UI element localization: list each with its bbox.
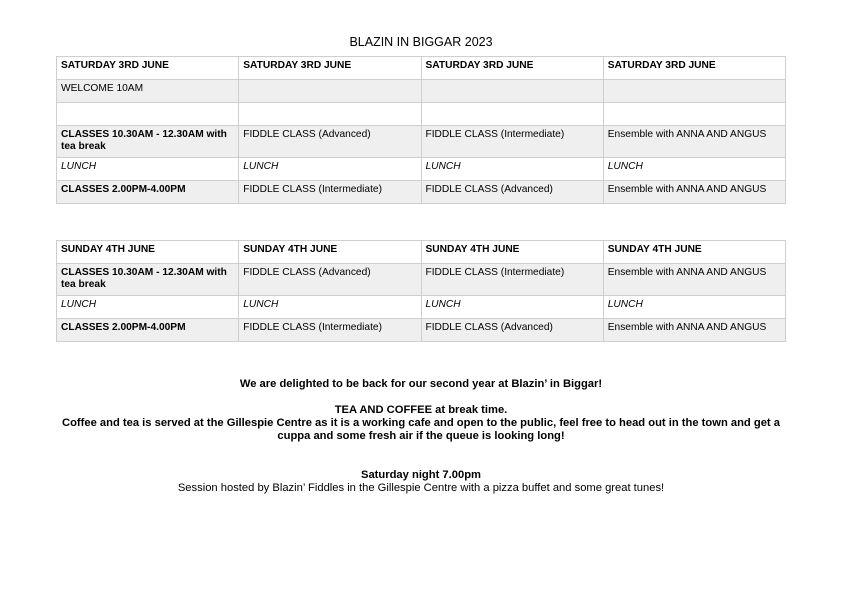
table-cell: LUNCH <box>603 158 785 181</box>
table-cell: FIDDLE CLASS (Intermediate) <box>239 319 421 342</box>
header-cell: SUNDAY 4TH JUNE <box>57 241 239 264</box>
table-cell <box>603 103 785 126</box>
table-cell: FIDDLE CLASS (Intermediate) <box>239 181 421 204</box>
table-cell: LUNCH <box>603 296 785 319</box>
table-row <box>57 296 786 319</box>
table-cell: Ensemble with ANNA AND ANGUS <box>603 181 785 204</box>
header-cell: SATURDAY 3RD JUNE <box>603 57 785 80</box>
table-header-row <box>57 241 786 264</box>
table-row <box>57 103 786 126</box>
table-cell: Ensemble with ANNA AND ANGUS <box>603 264 785 296</box>
table-cell: LUNCH <box>421 158 603 181</box>
table-row <box>57 319 786 342</box>
table-cell: LUNCH <box>57 158 239 181</box>
table-row <box>57 158 786 181</box>
sunday-schedule-table <box>56 240 786 342</box>
table-cell: LUNCH <box>239 158 421 181</box>
tea-heading: TEA AND COFFEE at break time. <box>334 404 508 416</box>
table-cell: CLASSES 10.30AM - 12.30AM with tea break <box>57 126 239 158</box>
table-cell: WELCOME 10AM <box>57 80 239 103</box>
table-cell: FIDDLE CLASS (Intermediate) <box>421 264 603 296</box>
table-cell: CLASSES 2.00PM-4.00PM <box>57 181 239 204</box>
table-cell: CLASSES 2.00PM-4.00PM <box>57 319 239 342</box>
table-cell: Ensemble with ANNA AND ANGUS <box>603 319 785 342</box>
header-cell: SUNDAY 4TH JUNE <box>603 241 785 264</box>
table-cell: LUNCH <box>57 296 239 319</box>
table-cell: FIDDLE CLASS (Advanced) <box>421 319 603 342</box>
table-cell <box>603 80 785 103</box>
header-cell: SUNDAY 4TH JUNE <box>421 241 603 264</box>
header-cell: SATURDAY 3RD JUNE <box>239 57 421 80</box>
page-title: BLAZIN IN BIGGAR 2023 <box>349 35 493 49</box>
header-cell: SATURDAY 3RD JUNE <box>57 57 239 80</box>
notes-section <box>56 378 786 495</box>
header-cell: SUNDAY 4TH JUNE <box>239 241 421 264</box>
table-cell <box>57 103 239 126</box>
table-cell: LUNCH <box>421 296 603 319</box>
session-heading: Saturday night 7.00pm <box>361 469 481 481</box>
table-row <box>57 181 786 204</box>
table-cell: FIDDLE CLASS (Advanced) <box>239 264 421 296</box>
saturday-schedule-table <box>56 56 786 204</box>
table-cell: FIDDLE CLASS (Intermediate) <box>421 126 603 158</box>
table-cell <box>421 80 603 103</box>
table-cell <box>239 80 421 103</box>
table-cell <box>239 103 421 126</box>
session-body: Session hosted by Blazin’ Fiddles in the Gillespie Centre with a pizza buffet and some great tunes! <box>177 482 665 494</box>
header-cell: SATURDAY 3RD JUNE <box>421 57 603 80</box>
welcome-message: We are delighted to be back for our second year at Blazin’ in Biggar! <box>239 378 603 390</box>
table-header-row <box>57 57 786 80</box>
table-cell: Ensemble with ANNA AND ANGUS <box>603 126 785 158</box>
table-cell: FIDDLE CLASS (Advanced) <box>421 181 603 204</box>
table-cell: FIDDLE CLASS (Advanced) <box>239 126 421 158</box>
table-row <box>57 80 786 103</box>
table-cell: LUNCH <box>239 296 421 319</box>
table-cell: CLASSES 10.30AM - 12.30AM with tea break <box>57 264 239 296</box>
tea-body: Coffee and tea is served at the Gillespie Centre as it is a working cafe and open to the public, feel free to head out in the town and get a cuppa and some fresh air if the queue is looking long! <box>61 417 780 442</box>
table-row <box>57 126 786 158</box>
table-row <box>57 264 786 296</box>
table-cell <box>421 103 603 126</box>
